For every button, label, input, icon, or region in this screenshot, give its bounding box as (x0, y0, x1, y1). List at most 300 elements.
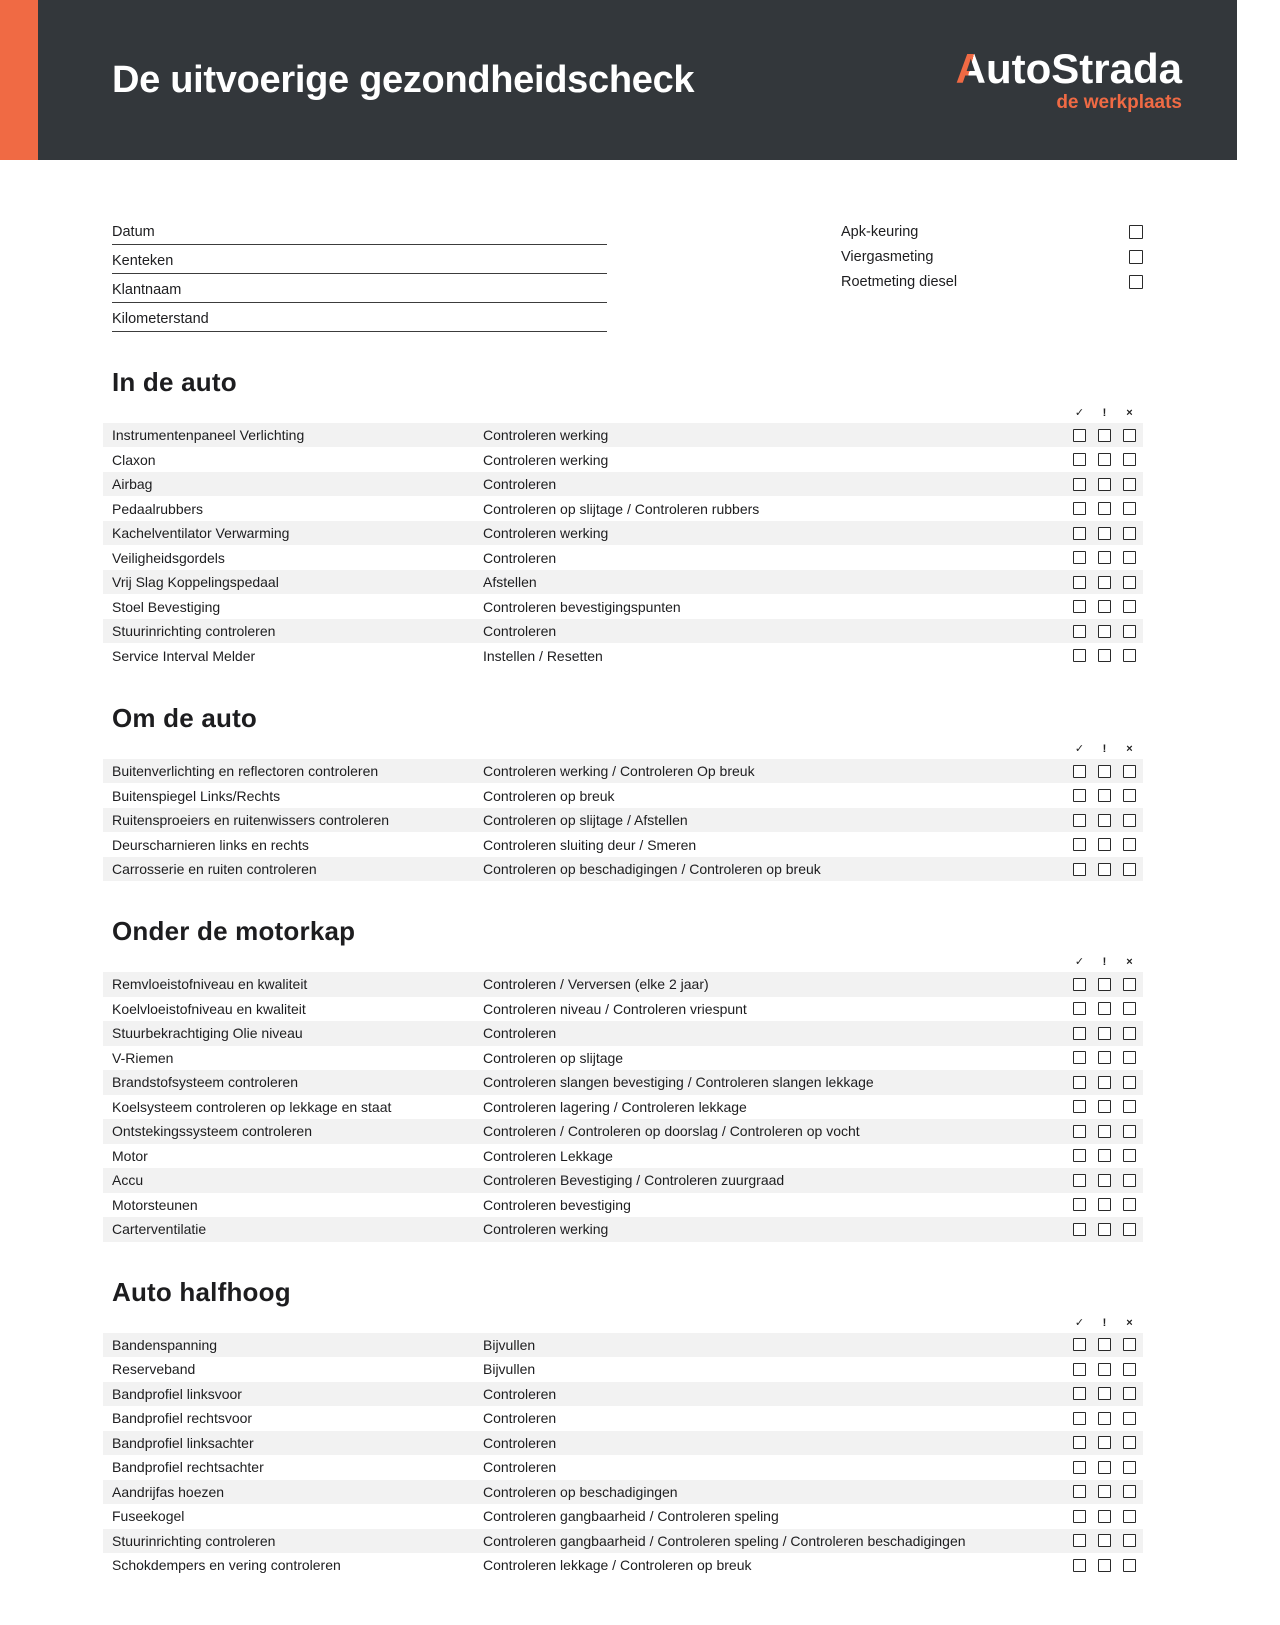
section-rows (103, 1333, 1143, 1578)
action-label: Controleren / Verversen (elke 2 jaar) (483, 976, 709, 993)
section-title: Om de auto (112, 702, 258, 733)
check-fail-box[interactable] (1123, 765, 1136, 778)
intake-form (112, 216, 1143, 332)
form-field[interactable] (112, 303, 607, 332)
check-group (1073, 1534, 1136, 1547)
check-warn-box[interactable] (1098, 453, 1111, 466)
action-label: Controleren op slijtage / Afstellen (483, 812, 688, 829)
checklist-row (103, 594, 1143, 619)
check-fail-box[interactable] (1123, 1002, 1136, 1015)
action-label: Controleren (483, 476, 557, 493)
inspection-option (841, 269, 1143, 294)
check-ok-box[interactable] (1073, 1338, 1086, 1351)
check-fail-box[interactable] (1123, 527, 1136, 540)
item-label: Reserveband (112, 1361, 196, 1378)
check-group (1073, 1223, 1136, 1236)
item-label: Bandprofiel rechtsachter (112, 1459, 264, 1476)
action-label: Controleren op slijtage / Controleren rubbers (483, 500, 760, 517)
checklist-section (103, 917, 1143, 1241)
checklist-row (103, 1480, 1143, 1505)
action-label: Controleren slangen bevestiging / Controleren slangen lekkage (483, 1074, 874, 1091)
check-group (1073, 1412, 1136, 1425)
check-fail-box[interactable] (1123, 863, 1136, 876)
item-label: Motor (112, 1147, 148, 1164)
check-ok-box[interactable] (1073, 838, 1086, 851)
action-label: Controleren (483, 1385, 557, 1402)
action-label: Controleren (483, 1459, 557, 1476)
check-group (1073, 1338, 1136, 1351)
item-label: V-Riemen (112, 1049, 174, 1066)
check-fail-box[interactable] (1123, 1559, 1136, 1572)
check-ok-box[interactable] (1073, 1100, 1086, 1113)
check-group (1073, 527, 1136, 540)
check-warn-box[interactable] (1098, 1461, 1111, 1474)
checklist-section (103, 1278, 1143, 1578)
checklist-row (103, 545, 1143, 570)
check-fail-box[interactable] (1123, 600, 1136, 613)
item-label: Veiligheidsgordels (112, 549, 225, 566)
check-fail-box[interactable] (1123, 1534, 1136, 1547)
check-ok-box[interactable] (1073, 1002, 1086, 1015)
check-warn-box[interactable] (1098, 1387, 1111, 1400)
action-label: Controleren op slijtage (483, 1049, 624, 1066)
section-title: Auto halfhoog (112, 1276, 291, 1307)
check-group (1073, 600, 1136, 613)
checklist-row (103, 1144, 1143, 1169)
check-group (1073, 765, 1136, 778)
brand-tagline: de werkplaats (1056, 92, 1182, 113)
checklist-row (103, 472, 1143, 497)
checklist-row (103, 808, 1143, 833)
check-ok-box[interactable] (1073, 789, 1086, 802)
item-label: Bandprofiel rechtsvoor (112, 1410, 253, 1427)
check-warn-icon: ! (1102, 956, 1107, 969)
item-label: Buitenspiegel Links/Rechts (112, 787, 281, 804)
check-ok-box[interactable] (1073, 1412, 1086, 1425)
check-fail-box[interactable] (1123, 1027, 1136, 1040)
checklist-section (103, 704, 1143, 881)
item-label: Bandprofiel linksvoor (112, 1385, 242, 1402)
checklist-row (103, 783, 1143, 808)
checklist-row (103, 759, 1143, 784)
check-ok-box[interactable] (1073, 1436, 1086, 1449)
option-checkbox[interactable] (1129, 225, 1143, 239)
item-label: Airbag (112, 476, 153, 493)
check-ok-box[interactable] (1073, 576, 1086, 589)
check-fail-icon: × (1126, 406, 1133, 419)
check-fail-box[interactable] (1123, 1461, 1136, 1474)
action-label: Controleren werking (483, 451, 609, 468)
inspection-option (841, 219, 1143, 244)
action-label: Controleren werking / Controleren Op breuk (483, 763, 755, 780)
action-label: Controleren lekkage / Controleren op breuk (483, 1557, 752, 1574)
check-ok-box[interactable] (1073, 1125, 1086, 1138)
check-fail-icon: × (1126, 1316, 1133, 1329)
checklist-row (103, 1382, 1143, 1407)
check-group (1073, 453, 1136, 466)
check-group (1073, 625, 1136, 638)
check-warn-box[interactable] (1098, 838, 1111, 851)
check-warn-box[interactable] (1098, 1051, 1111, 1064)
page-title: De uitvoerige gezondheidscheck (112, 58, 695, 101)
check-ok-icon: ✓ (1074, 742, 1085, 755)
check-fail-box[interactable] (1123, 478, 1136, 491)
check-ok-icon: ✓ (1074, 406, 1085, 419)
check-warn-box[interactable] (1098, 1076, 1111, 1089)
check-group (1073, 649, 1136, 662)
check-group (1073, 1461, 1136, 1474)
item-label: Carrosserie en ruiten controleren (112, 861, 317, 878)
form-field[interactable] (112, 216, 607, 245)
checklist-row (103, 972, 1143, 997)
check-ok-box[interactable] (1073, 1174, 1086, 1187)
item-label: Fuseekogel (112, 1508, 185, 1525)
item-label: Koelsysteem controleren op lekkage en staat (112, 1098, 392, 1115)
checklist-row (103, 1070, 1143, 1095)
brand-logo (955, 45, 1182, 113)
check-group (1073, 789, 1136, 802)
checklist-row (103, 1119, 1143, 1144)
check-group (1073, 1027, 1136, 1040)
check-group (1073, 1485, 1136, 1498)
check-fail-icon: × (1126, 742, 1133, 755)
check-fail-box[interactable] (1123, 1387, 1136, 1400)
check-warn-icon: ! (1102, 406, 1107, 419)
check-warn-box[interactable] (1098, 978, 1111, 991)
check-ok-box[interactable] (1073, 1461, 1086, 1474)
section-rows (103, 759, 1143, 882)
action-label: Controleren sluiting deur / Smeren (483, 836, 697, 853)
checklist-row (103, 997, 1143, 1022)
option-checkbox[interactable] (1129, 275, 1143, 289)
action-label: Controleren op beschadigingen / Controleren op breuk (483, 861, 821, 878)
section-rows (103, 423, 1143, 668)
check-group (1073, 1436, 1136, 1449)
action-label: Controleren bevestigingspunten (483, 598, 681, 615)
item-label: Bandenspanning (112, 1336, 218, 1353)
brand-initial: A (955, 45, 986, 92)
action-label: Afstellen (483, 574, 537, 591)
check-warn-box[interactable] (1098, 789, 1111, 802)
checklist-row (103, 1333, 1143, 1358)
action-label: Controleren werking (483, 427, 609, 444)
check-group (1073, 1051, 1136, 1064)
item-label: Schokdempers en vering controleren (112, 1557, 341, 1574)
action-label: Controleren (483, 1025, 557, 1042)
check-fail-box[interactable] (1123, 1338, 1136, 1351)
check-group (1073, 1002, 1136, 1015)
action-label: Controleren (483, 1410, 557, 1427)
action-label: Controleren niveau / Controleren vriespunt (483, 1000, 747, 1017)
checklist-row (103, 1168, 1143, 1193)
form-field[interactable] (112, 274, 607, 303)
checklist-row (103, 496, 1143, 521)
check-ok-box[interactable] (1073, 527, 1086, 540)
check-ok-box[interactable] (1073, 1076, 1086, 1089)
check-ok-box[interactable] (1073, 453, 1086, 466)
form-field[interactable] (112, 245, 607, 274)
check-group (1073, 478, 1136, 491)
check-fail-box[interactable] (1123, 1485, 1136, 1498)
check-warn-box[interactable] (1098, 429, 1111, 442)
item-label: Stuurinrichting controleren (112, 623, 276, 640)
check-group (1073, 1198, 1136, 1211)
item-label: Remvloeistofniveau en kwaliteit (112, 976, 308, 993)
checklist-row (103, 1529, 1143, 1554)
check-warn-box[interactable] (1098, 600, 1111, 613)
section-title: Onder de motorkap (112, 916, 356, 947)
check-fail-box[interactable] (1123, 814, 1136, 827)
option-label: Viergasmeting (841, 248, 934, 265)
check-group (1073, 429, 1136, 442)
check-warn-box[interactable] (1098, 1002, 1111, 1015)
checklist-row (103, 1046, 1143, 1071)
check-group (1073, 551, 1136, 564)
check-ok-box[interactable] (1073, 551, 1086, 564)
check-ok-box[interactable] (1073, 1198, 1086, 1211)
check-group (1073, 1149, 1136, 1162)
check-fail-box[interactable] (1123, 838, 1136, 851)
check-fail-box[interactable] (1123, 789, 1136, 802)
check-ok-box[interactable] (1073, 1534, 1086, 1547)
field-label: Kenteken (112, 253, 174, 269)
check-ok-box[interactable] (1073, 502, 1086, 515)
item-label: Stoel Bevestiging (112, 598, 221, 615)
checklist-row (103, 570, 1143, 595)
check-warn-box[interactable] (1098, 1338, 1111, 1351)
check-fail-box[interactable] (1123, 649, 1136, 662)
check-ok-box[interactable] (1073, 1149, 1086, 1162)
action-label: Bijvullen (483, 1361, 536, 1378)
item-label: Stuurinrichting controleren (112, 1532, 276, 1549)
check-warn-box[interactable] (1098, 1100, 1111, 1113)
check-warn-box[interactable] (1098, 551, 1111, 564)
item-label: Buitenverlichting en reflectoren controleren (112, 763, 379, 780)
item-label: Kachelventilator Verwarming (112, 525, 290, 542)
check-warn-box[interactable] (1098, 814, 1111, 827)
write-in-fields (112, 216, 607, 332)
check-fail-box[interactable] (1123, 1051, 1136, 1064)
option-label: Apk-keuring (841, 223, 919, 240)
check-group (1073, 1559, 1136, 1572)
item-label: Aandrijfas hoezen (112, 1483, 225, 1500)
inspection-options (841, 216, 1143, 332)
field-label: Datum (112, 224, 155, 240)
check-warn-box[interactable] (1098, 1223, 1111, 1236)
orange-accent-bar (0, 0, 38, 160)
checklist-row (103, 1021, 1143, 1046)
check-ok-icon: ✓ (1074, 1316, 1085, 1329)
check-fail-box[interactable] (1123, 551, 1136, 564)
check-warn-box[interactable] (1098, 1198, 1111, 1211)
check-warn-box[interactable] (1098, 765, 1111, 778)
check-group (1073, 1510, 1136, 1523)
check-ok-box[interactable] (1073, 863, 1086, 876)
check-group (1073, 1363, 1136, 1376)
action-label: Controleren op breuk (483, 787, 615, 804)
check-column-header (103, 742, 1143, 757)
check-group (1073, 502, 1136, 515)
item-label: Vrij Slag Koppelingspedaal (112, 574, 279, 591)
inspection-option (841, 244, 1143, 269)
checklist-sections (0, 368, 1280, 1578)
header (0, 0, 1280, 160)
check-fail-box[interactable] (1123, 1363, 1136, 1376)
checklist-row (103, 1553, 1143, 1578)
check-ok-box[interactable] (1073, 765, 1086, 778)
action-label: Controleren werking (483, 525, 609, 542)
item-label: Pedaalrubbers (112, 500, 204, 517)
field-label: Kilometerstand (112, 311, 209, 327)
check-group (1073, 1387, 1136, 1400)
option-label: Roetmeting diesel (841, 273, 958, 290)
item-label: Motorsteunen (112, 1196, 198, 1213)
item-label: Claxon (112, 451, 156, 468)
checklist-row (103, 1406, 1143, 1431)
item-label: Deurscharnieren links en rechts (112, 836, 309, 853)
check-ok-box[interactable] (1073, 1027, 1086, 1040)
check-group (1073, 1076, 1136, 1089)
checklist-section (103, 368, 1143, 668)
option-checkbox[interactable] (1129, 250, 1143, 264)
check-warn-box[interactable] (1098, 576, 1111, 589)
checklist-row (103, 1095, 1143, 1120)
check-warn-box[interactable] (1098, 863, 1111, 876)
check-ok-box[interactable] (1073, 478, 1086, 491)
check-fail-box[interactable] (1123, 429, 1136, 442)
check-group (1073, 576, 1136, 589)
check-fail-box[interactable] (1123, 453, 1136, 466)
check-warn-box[interactable] (1098, 1485, 1111, 1498)
action-label: Controleren werking (483, 1221, 609, 1238)
check-fail-box[interactable] (1123, 1174, 1136, 1187)
check-fail-box[interactable] (1123, 1412, 1136, 1425)
check-fail-box[interactable] (1123, 576, 1136, 589)
check-warn-box[interactable] (1098, 502, 1111, 515)
check-warn-icon: ! (1102, 742, 1107, 755)
check-group (1073, 1125, 1136, 1138)
check-fail-box[interactable] (1123, 502, 1136, 515)
check-warn-box[interactable] (1098, 1510, 1111, 1523)
check-column-header (103, 1316, 1143, 1331)
action-label: Controleren Bevestiging / Controleren zuurgraad (483, 1172, 785, 1189)
check-warn-box[interactable] (1098, 1149, 1111, 1162)
check-ok-box[interactable] (1073, 1363, 1086, 1376)
check-fail-box[interactable] (1123, 1100, 1136, 1113)
brand-wordmark (955, 45, 1182, 92)
check-fail-box[interactable] (1123, 1223, 1136, 1236)
check-ok-box[interactable] (1073, 1387, 1086, 1400)
check-fail-box[interactable] (1123, 1149, 1136, 1162)
action-label: Instellen / Resetten (483, 647, 603, 664)
section-rows (103, 972, 1143, 1242)
checklist-row (103, 1193, 1143, 1218)
check-ok-box[interactable] (1073, 1510, 1086, 1523)
check-group (1073, 978, 1136, 991)
check-group (1073, 814, 1136, 827)
item-label: Instrumentenpaneel Verlichting (112, 427, 305, 444)
check-group (1073, 1100, 1136, 1113)
checklist-row (103, 1504, 1143, 1529)
check-warn-box[interactable] (1098, 1174, 1111, 1187)
check-ok-box[interactable] (1073, 1485, 1086, 1498)
check-warn-box[interactable] (1098, 1363, 1111, 1376)
checklist-row (103, 1217, 1143, 1242)
action-label: Controleren gangbaarheid / Controleren speling (483, 1508, 779, 1525)
check-warn-box[interactable] (1098, 1559, 1111, 1572)
checklist-row (103, 1431, 1143, 1456)
check-warn-box[interactable] (1098, 1412, 1111, 1425)
check-group (1073, 1174, 1136, 1187)
action-label: Controleren Lekkage (483, 1147, 613, 1164)
checklist-row (103, 521, 1143, 546)
check-warn-box[interactable] (1098, 1436, 1111, 1449)
check-warn-box[interactable] (1098, 1534, 1111, 1547)
checklist-row (103, 423, 1143, 448)
check-warn-box[interactable] (1098, 625, 1111, 638)
action-label: Controleren (483, 549, 557, 566)
action-label: Controleren (483, 1434, 557, 1451)
check-fail-box[interactable] (1123, 1436, 1136, 1449)
check-ok-box[interactable] (1073, 625, 1086, 638)
check-warn-icon: ! (1102, 1316, 1107, 1329)
checklist-row (103, 619, 1143, 644)
check-fail-box[interactable] (1123, 978, 1136, 991)
item-label: Stuurbekrachtiging Olie niveau (112, 1025, 303, 1042)
checklist-row (103, 1357, 1143, 1382)
checklist-row (103, 643, 1143, 668)
check-ok-box[interactable] (1073, 600, 1086, 613)
check-ok-box[interactable] (1073, 1051, 1086, 1064)
check-warn-box[interactable] (1098, 478, 1111, 491)
action-label: Controleren lagering / Controleren lekkage (483, 1098, 747, 1115)
check-ok-box[interactable] (1073, 649, 1086, 662)
item-label: Brandstofsysteem controleren (112, 1074, 298, 1091)
brand-rest: utoStrada (985, 45, 1182, 92)
checklist-row (103, 857, 1143, 882)
check-warn-box[interactable] (1098, 1027, 1111, 1040)
check-ok-icon: ✓ (1074, 956, 1085, 969)
check-group (1073, 863, 1136, 876)
item-label: Service Interval Melder (112, 647, 256, 664)
action-label: Controleren gangbaarheid / Controleren speling / Controleren beschadigingen (483, 1532, 966, 1549)
check-warn-box[interactable] (1098, 1125, 1111, 1138)
action-label: Controleren / Controleren op doorslag / Controleren op vocht (483, 1123, 860, 1140)
check-fail-box[interactable] (1123, 1510, 1136, 1523)
item-label: Carterventilatie (112, 1221, 207, 1238)
check-fail-box[interactable] (1123, 1198, 1136, 1211)
check-ok-box[interactable] (1073, 814, 1086, 827)
check-ok-box[interactable] (1073, 1559, 1086, 1572)
item-label: Accu (112, 1172, 144, 1189)
item-label: Koelvloeistofniveau en kwaliteit (112, 1000, 306, 1017)
field-label: Klantnaam (112, 282, 182, 298)
check-ok-box[interactable] (1073, 429, 1086, 442)
check-column-header (103, 955, 1143, 970)
check-fail-box[interactable] (1123, 1125, 1136, 1138)
check-warn-box[interactable] (1098, 527, 1111, 540)
check-warn-box[interactable] (1098, 649, 1111, 662)
check-column-header (103, 406, 1143, 421)
checklist-row (103, 832, 1143, 857)
checklist-row (103, 1455, 1143, 1480)
action-label: Controleren bevestiging (483, 1196, 631, 1213)
check-ok-box[interactable] (1073, 978, 1086, 991)
item-label: Ontstekingssysteem controleren (112, 1123, 312, 1140)
check-ok-box[interactable] (1073, 1223, 1086, 1236)
check-fail-box[interactable] (1123, 625, 1136, 638)
check-fail-box[interactable] (1123, 1076, 1136, 1089)
